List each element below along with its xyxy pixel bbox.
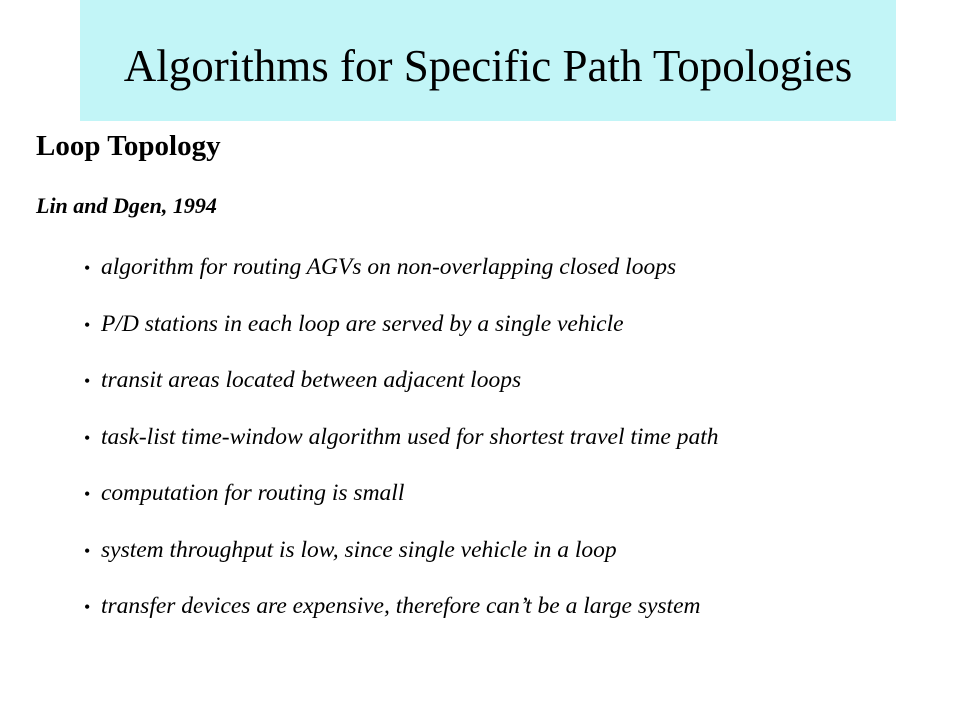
bullet-item: [84, 311, 954, 368]
bullet-icon: •: [84, 314, 91, 335]
bullet-item: [84, 593, 954, 650]
slide-title: Algorithms for Specific Path Topologies: [123, 40, 853, 91]
bullet-text: transit areas located between adjacent loops: [101, 367, 522, 393]
bullet-text: computation for routing is small: [101, 480, 405, 506]
citation: Lin and Dgen, 1994: [36, 193, 217, 218]
title-banner: [80, 0, 896, 121]
bullet-icon: •: [84, 371, 91, 391]
bullet-text: system throughput is low, since single vehicle in a loop: [101, 536, 617, 563]
bullet-item: [84, 367, 954, 424]
bullet-text: task-list time-window algorithm used for shortest travel time path: [101, 423, 719, 450]
section-heading: Loop Topology: [36, 130, 221, 162]
bullet-item: [84, 537, 954, 594]
bullet-list: [84, 254, 954, 650]
bullet-item: [84, 254, 954, 311]
bullet-item: [84, 480, 954, 537]
bullet-icon: •: [84, 258, 91, 278]
bullet-item: [84, 424, 954, 481]
bullet-text: transfer devices are expensive, therefore can’t be a large system: [101, 593, 701, 619]
bullet-icon: •: [84, 540, 91, 561]
bullet-icon: •: [84, 484, 91, 504]
bullet-icon: •: [84, 597, 91, 617]
bullet-text: P/D stations in each loop are served by a single vehicle: [101, 310, 624, 337]
bullet-text: algorithm for routing AGVs on non-overlapping closed loops: [101, 254, 677, 280]
bullet-icon: •: [84, 427, 91, 448]
